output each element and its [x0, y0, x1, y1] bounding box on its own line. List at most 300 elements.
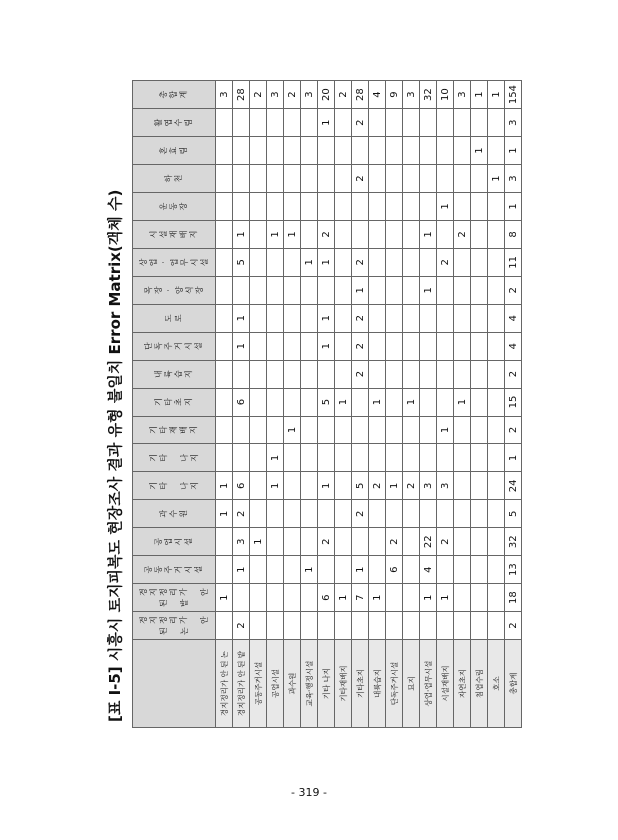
matrix-cell	[284, 165, 301, 193]
matrix-cell	[267, 416, 284, 444]
matrix-cell	[386, 444, 403, 472]
matrix-cell: 1	[318, 304, 335, 332]
matrix-cell: 8	[505, 220, 522, 248]
matrix-cell: 2	[233, 612, 250, 640]
matrix-cell	[437, 276, 454, 304]
matrix-cell	[403, 276, 420, 304]
matrix-cell	[335, 276, 352, 304]
matrix-cell	[216, 276, 233, 304]
matrix-cell	[284, 556, 301, 584]
matrix-cell	[369, 193, 386, 221]
matrix-cell	[284, 193, 301, 221]
column-header: 활엽수림	[133, 109, 216, 137]
matrix-cell	[471, 388, 488, 416]
table-row	[284, 81, 301, 728]
matrix-cell	[301, 472, 318, 500]
matrix-cell	[386, 332, 403, 360]
matrix-cell	[369, 444, 386, 472]
matrix-cell	[301, 193, 318, 221]
matrix-cell	[454, 584, 471, 612]
table-row	[369, 81, 386, 728]
row-label: 총합계	[505, 640, 522, 728]
row-label: 자연초지	[454, 640, 471, 728]
matrix-cell	[216, 109, 233, 137]
row-label: 시설재배지	[437, 640, 454, 728]
matrix-cell	[420, 500, 437, 528]
matrix-cell	[301, 360, 318, 388]
matrix-cell	[284, 332, 301, 360]
matrix-cell: 24	[505, 472, 522, 500]
matrix-cell	[403, 528, 420, 556]
matrix-cell: 2	[505, 416, 522, 444]
matrix-cell	[454, 276, 471, 304]
matrix-cell	[471, 165, 488, 193]
matrix-cell	[454, 304, 471, 332]
matrix-cell: 1	[250, 528, 267, 556]
matrix-cell	[250, 304, 267, 332]
matrix-cell: 1	[420, 220, 437, 248]
matrix-cell	[267, 360, 284, 388]
matrix-cell: 2	[437, 248, 454, 276]
matrix-cell	[454, 165, 471, 193]
matrix-cell	[420, 109, 437, 137]
matrix-cell: 32	[505, 528, 522, 556]
matrix-cell	[335, 444, 352, 472]
matrix-cell	[267, 500, 284, 528]
matrix-cell	[335, 556, 352, 584]
matrix-cell	[471, 248, 488, 276]
column-header: 과수원	[133, 500, 216, 528]
matrix-cell	[437, 360, 454, 388]
matrix-cell	[267, 165, 284, 193]
matrix-cell: 2	[352, 304, 369, 332]
matrix-cell	[301, 444, 318, 472]
matrix-cell: 3	[216, 81, 233, 109]
matrix-cell: 2	[369, 472, 386, 500]
matrix-cell: 1	[505, 137, 522, 165]
matrix-cell	[233, 137, 250, 165]
column-header: 기타재배지	[133, 416, 216, 444]
matrix-cell: 1	[318, 332, 335, 360]
matrix-cell	[216, 193, 233, 221]
matrix-cell	[216, 248, 233, 276]
matrix-cell	[369, 248, 386, 276]
matrix-cell: 1	[284, 220, 301, 248]
matrix-cell	[335, 165, 352, 193]
matrix-cell	[488, 109, 505, 137]
matrix-cell: 2	[335, 81, 352, 109]
matrix-cell	[386, 137, 403, 165]
matrix-cell	[335, 472, 352, 500]
matrix-cell	[335, 360, 352, 388]
matrix-cell	[454, 612, 471, 640]
matrix-cell	[301, 276, 318, 304]
matrix-cell: 3	[301, 81, 318, 109]
matrix-cell	[386, 220, 403, 248]
rotated-table-page	[100, 80, 618, 730]
matrix-cell	[488, 304, 505, 332]
matrix-cell	[488, 220, 505, 248]
matrix-cell	[454, 137, 471, 165]
matrix-cell	[471, 360, 488, 388]
column-header: 내륙습지	[133, 360, 216, 388]
matrix-cell	[403, 500, 420, 528]
matrix-cell	[437, 304, 454, 332]
matrix-cell	[403, 556, 420, 584]
matrix-cell: 7	[352, 584, 369, 612]
row-label: 묘지	[403, 640, 420, 728]
matrix-cell	[488, 332, 505, 360]
matrix-cell	[488, 528, 505, 556]
row-label: 공동주거시설	[250, 640, 267, 728]
table-row	[454, 81, 471, 728]
matrix-cell	[284, 472, 301, 500]
matrix-cell	[318, 360, 335, 388]
matrix-cell	[471, 276, 488, 304]
matrix-cell	[335, 137, 352, 165]
matrix-cell	[454, 332, 471, 360]
matrix-cell: 2	[284, 81, 301, 109]
matrix-cell	[386, 304, 403, 332]
matrix-cell	[369, 360, 386, 388]
matrix-cell	[420, 137, 437, 165]
matrix-cell	[488, 388, 505, 416]
matrix-cell	[454, 109, 471, 137]
matrix-cell	[454, 500, 471, 528]
matrix-cell	[318, 165, 335, 193]
matrix-cell	[437, 165, 454, 193]
matrix-cell	[454, 193, 471, 221]
matrix-cell: 1	[267, 472, 284, 500]
matrix-cell: 3	[403, 81, 420, 109]
matrix-cell	[301, 304, 318, 332]
matrix-cell	[335, 304, 352, 332]
matrix-cell	[420, 360, 437, 388]
matrix-cell: 2	[233, 500, 250, 528]
matrix-cell: 18	[505, 584, 522, 612]
matrix-cell	[250, 276, 267, 304]
row-label: 침엽수림	[471, 640, 488, 728]
matrix-cell	[267, 248, 284, 276]
matrix-cell	[471, 556, 488, 584]
matrix-cell	[233, 360, 250, 388]
matrix-cell	[403, 220, 420, 248]
matrix-cell	[420, 193, 437, 221]
matrix-cell: 1	[267, 220, 284, 248]
header-corner	[133, 640, 216, 728]
matrix-cell: 1	[267, 444, 284, 472]
matrix-cell: 2	[505, 276, 522, 304]
matrix-cell	[233, 444, 250, 472]
table-row	[386, 81, 403, 728]
matrix-cell	[488, 556, 505, 584]
matrix-cell	[267, 612, 284, 640]
matrix-cell: 1	[369, 584, 386, 612]
matrix-cell: 2	[437, 528, 454, 556]
matrix-cell	[250, 612, 267, 640]
matrix-cell	[420, 165, 437, 193]
matrix-cell	[284, 360, 301, 388]
matrix-cell	[437, 220, 454, 248]
matrix-cell	[471, 500, 488, 528]
matrix-cell	[471, 220, 488, 248]
matrix-cell: 15	[505, 388, 522, 416]
matrix-cell: 4	[505, 332, 522, 360]
matrix-cell	[352, 220, 369, 248]
matrix-cell	[284, 248, 301, 276]
matrix-cell	[250, 332, 267, 360]
matrix-cell	[471, 109, 488, 137]
matrix-cell	[471, 416, 488, 444]
column-header: 운동장	[133, 193, 216, 221]
matrix-cell	[250, 500, 267, 528]
matrix-cell	[437, 556, 454, 584]
matrix-cell: 5	[505, 500, 522, 528]
column-header: 시설재배지	[133, 220, 216, 248]
matrix-cell	[386, 193, 403, 221]
matrix-cell	[454, 556, 471, 584]
matrix-cell	[233, 276, 250, 304]
matrix-cell	[284, 388, 301, 416]
matrix-cell: 22	[420, 528, 437, 556]
matrix-cell	[420, 416, 437, 444]
matrix-cell: 1	[233, 220, 250, 248]
matrix-cell	[403, 444, 420, 472]
matrix-cell	[437, 500, 454, 528]
page-number: - 319 -	[291, 786, 327, 799]
row-label: 과수원	[284, 640, 301, 728]
matrix-cell: 1	[318, 248, 335, 276]
matrix-cell: 1	[216, 472, 233, 500]
column-header: 기타초지	[133, 388, 216, 416]
matrix-cell: 1	[505, 444, 522, 472]
matrix-cell	[301, 612, 318, 640]
matrix-cell	[318, 137, 335, 165]
matrix-cell	[471, 444, 488, 472]
matrix-cell	[352, 528, 369, 556]
matrix-cell	[318, 500, 335, 528]
column-header: 기타 나지	[133, 472, 216, 500]
matrix-cell	[216, 528, 233, 556]
matrix-cell: 2	[250, 81, 267, 109]
column-header: 혼효림	[133, 137, 216, 165]
row-label: 경지정리가 안 된 논	[216, 640, 233, 728]
matrix-cell: 6	[233, 388, 250, 416]
matrix-cell	[250, 472, 267, 500]
matrix-cell	[233, 165, 250, 193]
table-row	[318, 81, 335, 728]
matrix-cell: 9	[386, 81, 403, 109]
matrix-cell: 1	[318, 109, 335, 137]
matrix-cell	[267, 109, 284, 137]
matrix-cell	[216, 444, 233, 472]
matrix-cell	[369, 556, 386, 584]
matrix-cell	[369, 500, 386, 528]
matrix-cell	[437, 612, 454, 640]
matrix-cell	[437, 137, 454, 165]
matrix-cell	[488, 360, 505, 388]
matrix-cell	[386, 584, 403, 612]
matrix-cell	[318, 416, 335, 444]
matrix-cell	[216, 304, 233, 332]
matrix-cell	[250, 193, 267, 221]
matrix-cell: 11	[505, 248, 522, 276]
matrix-cell: 1	[301, 556, 318, 584]
matrix-cell	[318, 276, 335, 304]
matrix-cell	[386, 612, 403, 640]
matrix-cell	[267, 137, 284, 165]
matrix-cell	[301, 500, 318, 528]
matrix-cell	[301, 528, 318, 556]
matrix-cell	[352, 388, 369, 416]
matrix-cell	[403, 416, 420, 444]
matrix-cell	[267, 388, 284, 416]
matrix-cell: 6	[386, 556, 403, 584]
matrix-cell	[488, 416, 505, 444]
matrix-cell	[335, 248, 352, 276]
matrix-cell	[403, 193, 420, 221]
matrix-cell	[233, 584, 250, 612]
matrix-cell: 1	[216, 584, 233, 612]
matrix-cell	[250, 137, 267, 165]
matrix-cell	[386, 388, 403, 416]
matrix-cell	[369, 612, 386, 640]
matrix-cell	[420, 444, 437, 472]
matrix-cell	[369, 220, 386, 248]
matrix-cell	[488, 444, 505, 472]
matrix-cell	[318, 556, 335, 584]
matrix-cell: 2	[352, 165, 369, 193]
matrix-cell	[284, 584, 301, 612]
matrix-cell	[284, 304, 301, 332]
matrix-cell: 2	[318, 528, 335, 556]
matrix-cell	[335, 193, 352, 221]
row-label: 호소	[488, 640, 505, 728]
matrix-cell	[335, 416, 352, 444]
matrix-cell: 2	[352, 248, 369, 276]
matrix-cell: 1	[488, 81, 505, 109]
matrix-cell: 3	[233, 528, 250, 556]
matrix-cell	[403, 109, 420, 137]
matrix-cell: 2	[505, 360, 522, 388]
table-row	[216, 81, 233, 728]
matrix-cell	[216, 612, 233, 640]
row-label: 교육·행정시설	[301, 640, 318, 728]
column-header: 목장·양식장	[133, 276, 216, 304]
table-row	[420, 81, 437, 728]
column-header: 단독주거시설	[133, 332, 216, 360]
table-row	[471, 81, 488, 728]
matrix-cell: 3	[437, 472, 454, 500]
column-header: 하천	[133, 165, 216, 193]
matrix-cell	[335, 612, 352, 640]
matrix-cell	[454, 360, 471, 388]
table-row	[352, 81, 369, 728]
matrix-cell	[454, 472, 471, 500]
matrix-cell	[369, 276, 386, 304]
matrix-cell: 154	[505, 81, 522, 109]
matrix-cell: 1	[471, 81, 488, 109]
table-row	[437, 81, 454, 728]
matrix-cell: 2	[352, 109, 369, 137]
matrix-cell	[454, 528, 471, 556]
matrix-cell	[284, 528, 301, 556]
matrix-cell	[267, 556, 284, 584]
matrix-cell: 1	[233, 556, 250, 584]
matrix-cell: 1	[233, 332, 250, 360]
matrix-cell: 1	[301, 248, 318, 276]
matrix-cell	[369, 165, 386, 193]
column-header: 상업·업무시설	[133, 248, 216, 276]
matrix-cell	[335, 528, 352, 556]
matrix-cell	[250, 416, 267, 444]
matrix-cell	[454, 416, 471, 444]
matrix-cell: 6	[318, 584, 335, 612]
matrix-cell	[267, 528, 284, 556]
table-row	[233, 81, 250, 728]
matrix-cell: 32	[420, 81, 437, 109]
matrix-cell: 1	[471, 137, 488, 165]
matrix-cell	[403, 304, 420, 332]
matrix-cell	[216, 137, 233, 165]
error-matrix-table	[132, 80, 522, 728]
matrix-cell	[250, 248, 267, 276]
matrix-cell: 1	[437, 584, 454, 612]
matrix-cell	[403, 248, 420, 276]
matrix-cell	[335, 220, 352, 248]
matrix-cell	[301, 388, 318, 416]
matrix-cell: 4	[420, 556, 437, 584]
matrix-cell	[267, 276, 284, 304]
matrix-cell	[471, 332, 488, 360]
matrix-cell: 2	[318, 220, 335, 248]
matrix-cell	[369, 137, 386, 165]
matrix-cell	[454, 444, 471, 472]
matrix-cell	[386, 500, 403, 528]
column-header: 총합계	[133, 81, 216, 109]
matrix-cell	[403, 332, 420, 360]
matrix-cell: 1	[352, 276, 369, 304]
column-header: 경지정리가 안 된 논	[133, 612, 216, 640]
matrix-cell	[301, 332, 318, 360]
matrix-cell	[301, 220, 318, 248]
matrix-cell	[284, 137, 301, 165]
matrix-cell	[488, 276, 505, 304]
matrix-cell	[216, 556, 233, 584]
matrix-cell: 4	[369, 81, 386, 109]
matrix-cell	[233, 416, 250, 444]
matrix-cell: 3	[420, 472, 437, 500]
matrix-cell: 1	[335, 388, 352, 416]
matrix-cell	[267, 193, 284, 221]
row-label: 기타초지	[352, 640, 369, 728]
matrix-cell: 1	[369, 388, 386, 416]
matrix-cell	[250, 556, 267, 584]
matrix-cell	[471, 304, 488, 332]
row-label: 경지정리가 안 된 밭	[233, 640, 250, 728]
matrix-cell	[250, 165, 267, 193]
matrix-cell: 3	[505, 165, 522, 193]
matrix-cell	[318, 193, 335, 221]
matrix-cell	[250, 388, 267, 416]
row-label: 공업시설	[267, 640, 284, 728]
table-row	[250, 81, 267, 728]
matrix-cell: 2	[505, 612, 522, 640]
total-row	[505, 81, 522, 728]
matrix-cell	[301, 165, 318, 193]
matrix-cell	[284, 109, 301, 137]
matrix-cell	[352, 137, 369, 165]
